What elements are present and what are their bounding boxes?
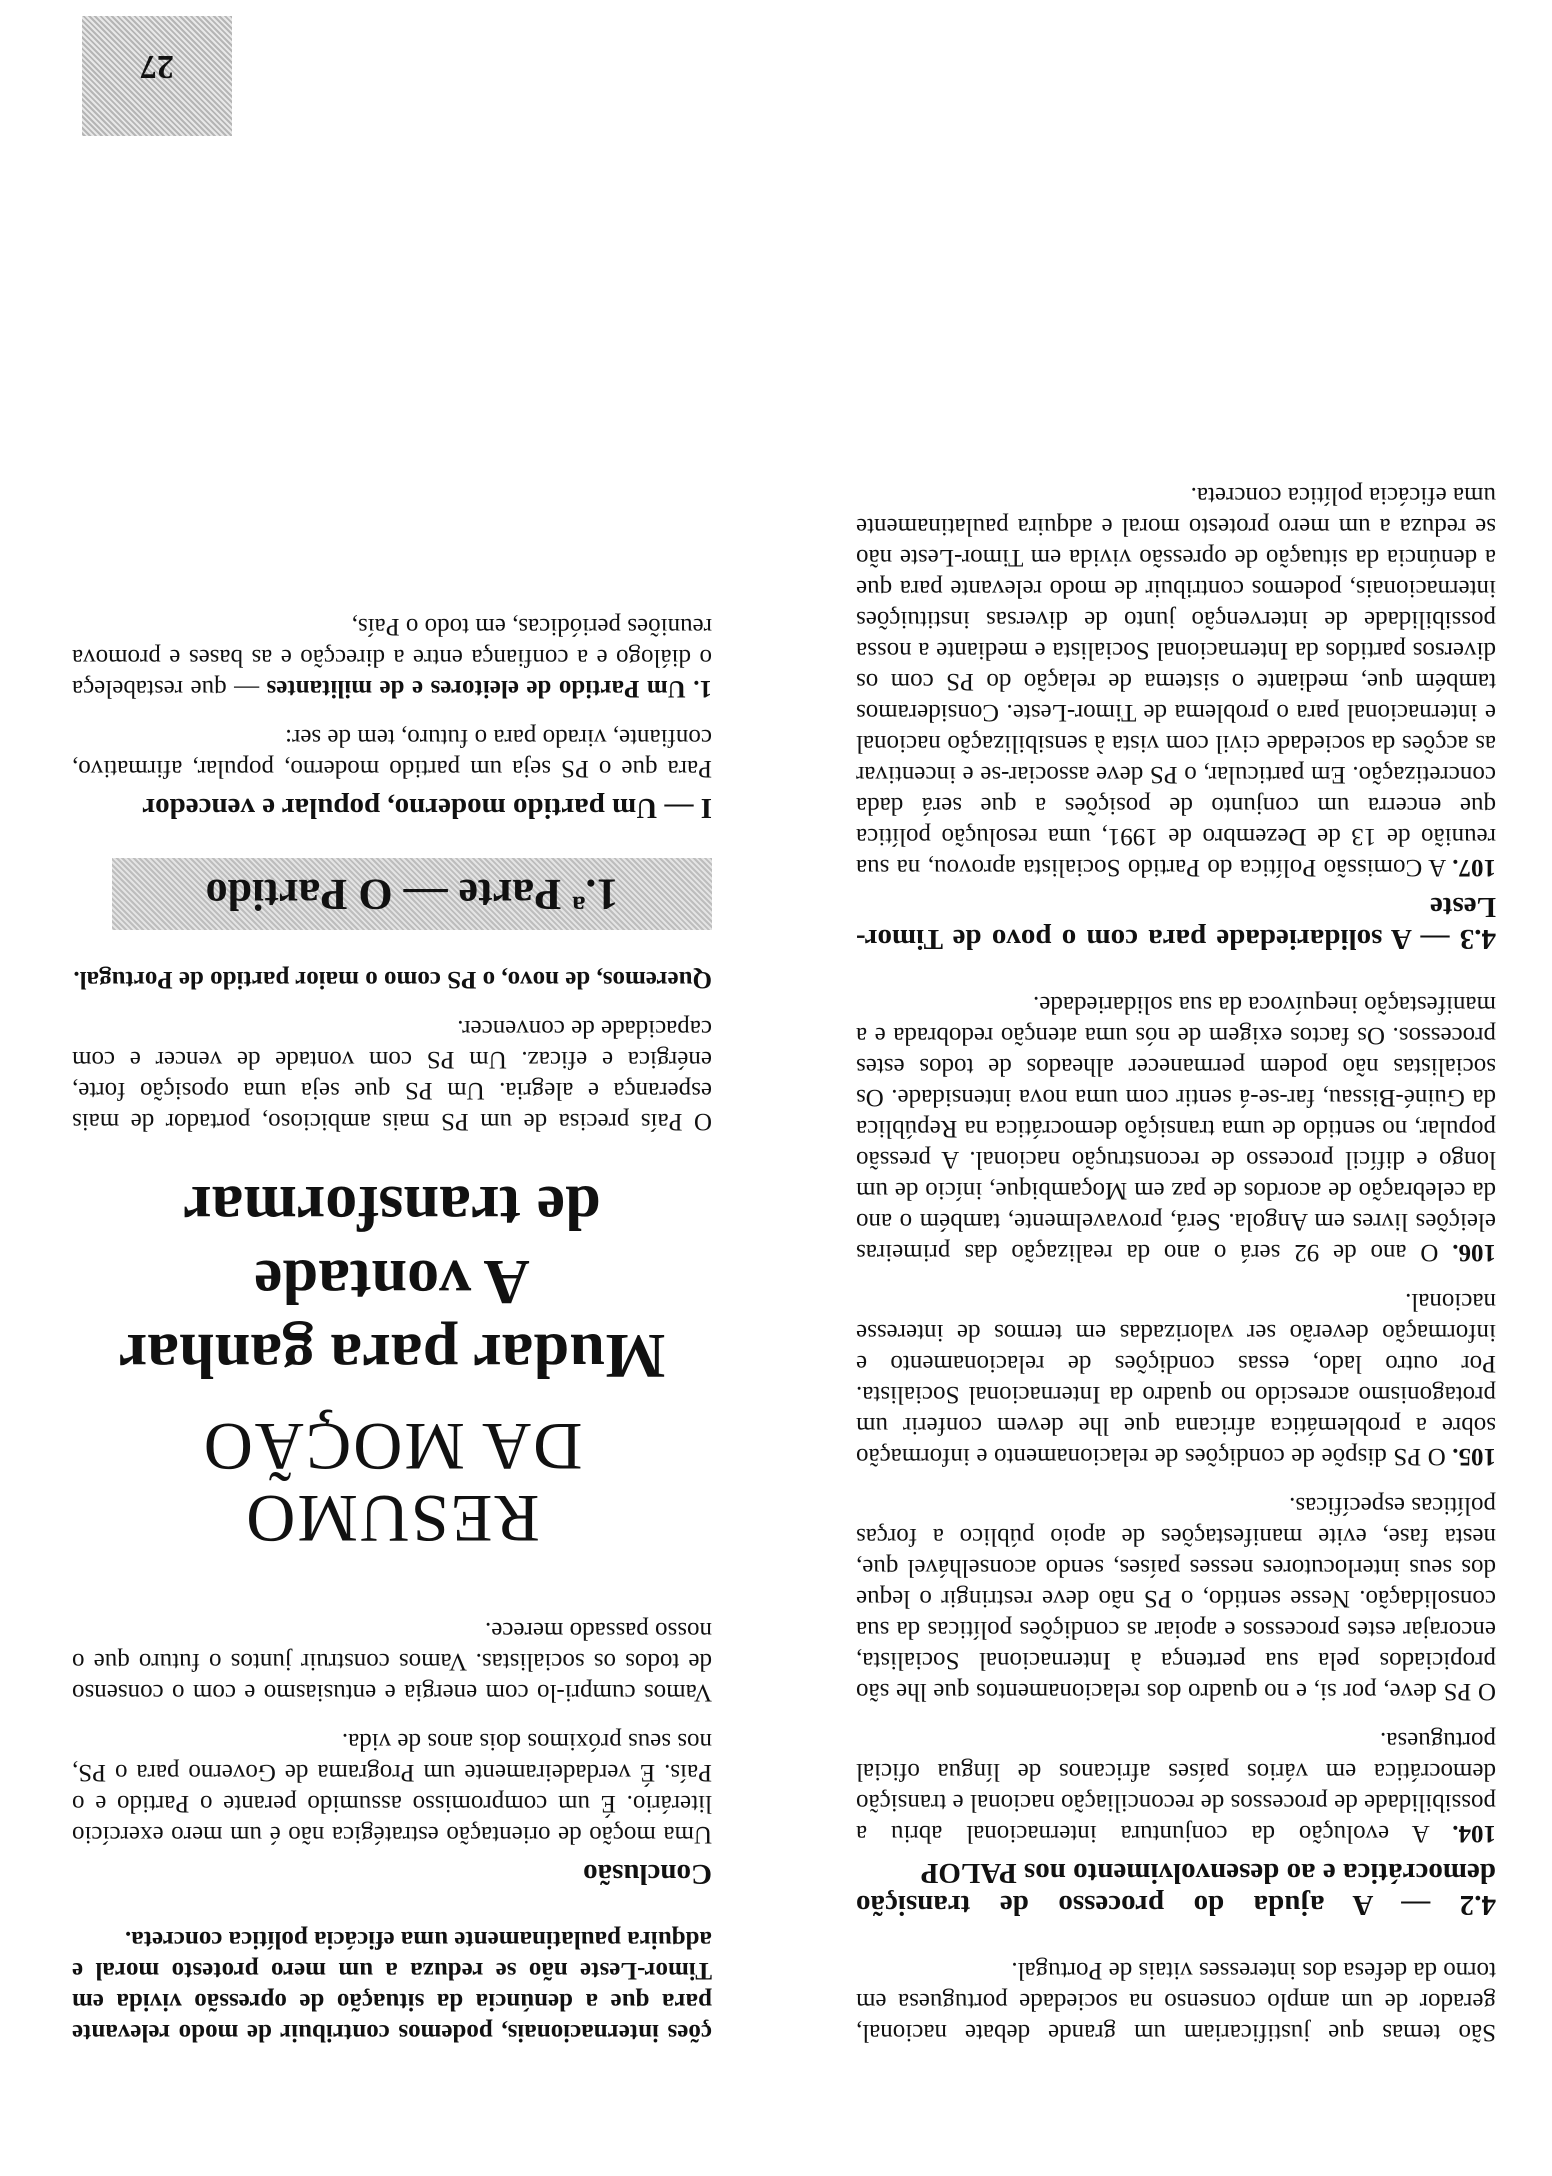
section-i-heading: I — Um partido moderno, popular e vencedor [142, 792, 712, 824]
conclusion-heading: Conclusão [583, 1858, 712, 1890]
summary-paragraph: O País precisa de um PS mais ambicioso, portador de mais esperança e alegria. Um PS que seja uma oposição forte, enérgica e eficaz. Um PS com vontade de vencer e com capacidade de convencer. [72, 1015, 712, 1135]
paragraph-107-number: 107. [1452, 854, 1496, 881]
section-i-paragraph: Para que o PS seja um partido moderno, popular, afirmativo, confiante, virado para o futuro, tem de ser: [72, 724, 712, 782]
section-i-item-1-text: — que restabeleça o diálogo e a confiança entre a direcção e as bases e promova reuniões periódicas, em todo o País, [72, 613, 712, 702]
section-i-item-1 [72, 611, 712, 704]
section-4-3-heading: 4.3 — A solidariedade para com o povo de Timor-Leste [856, 891, 1496, 955]
intro-paragraph: São temas que justificariam um grande debate nacional, gerador de um amplo consenso na sociedade portuguesa em torno da defesa dos interesses vitais de Portugal. [856, 1957, 1496, 2046]
paragraph-104-text: A evolução da conjuntura internacional abriu a possibilidade de processos de reconciliação nacional e transição democrática em vários países africanos de língua oficial portuguesa. [856, 1727, 1496, 1847]
right-column [72, 611, 712, 2048]
paragraph-107-continued: ções internacionais, podemos contribuir de modo relevante para que a denúncia da situação de opressão vivida em Timor-Leste não se reduza a um mero protesto moral e adquira paulatinamente uma eficácia política concreta. [72, 1926, 712, 2046]
page-number: 27 [82, 16, 232, 136]
summary-title-line-1: RESUMO [244, 1481, 540, 1557]
paragraph-107 [856, 480, 1496, 883]
paragraph-104-number: 104. [1452, 1820, 1496, 1847]
motion-title-line-3: de transformar [183, 1173, 601, 1244]
paragraph-105 [856, 1286, 1496, 1472]
paragraph-104-continued: O PS deve, por si, e no quadro dos relacionamentos que lhe são propiciados pela sua pertença à Internacional Socialista, encorajar estes processos e apoiar as condições políticas da sua consolidação. Nesse sentido, o PS não deve restringir o leque dos seus interlocutores nesses países, sendo aconselhável que, nesta fase, evite manifestações de apoio público a forças políticas específicas. [856, 1492, 1496, 1705]
paragraph-106-text: O ano de 92 será o ano da realização das primeiras eleições livres em Angola. Será, provavelmente, também o ano da celebração de acordos de paz em Moçambique, início de um longo e difícil processo de reconstrução nacional. A pressão popular, no sentido de uma transição democrática na República da Guiné-Bissau, far-se-á sentir com uma nova intensidade. Os socialistas não podem permanecer alheados de todos estes processos. Os factos exigem de nós uma atenção redobrada e a manifestação inequívoca da sua solidariedade. [856, 991, 1496, 1266]
motion-title-line-2: A vontade [254, 1247, 530, 1318]
part-one-banner: 1.ª Parte — O Partido [112, 858, 712, 930]
summary-title-line-2: DA MOÇÃO [201, 1409, 583, 1485]
summary-bold-statement: Queremos, de novo, o PS como o maior partido de Portugal. [73, 966, 712, 993]
section-4-2-heading: 4.2 — A ajuda do processo de transição democrática e ao desenvolvimento nos PALOP [856, 1857, 1496, 1921]
paragraph-104 [856, 1725, 1496, 1849]
paragraph-107-text: A Comissão Política do Partido Socialista aprovou, na sua reunião de 13 de Dezembro de 1991, uma resolução política que encerra um conjunto de posições a que será dada concretização. Em particular, o PS deve associar-se e incentivar as acções da sociedade civil com vista à sensibilização nacional e internacional para o problema de Timor-Leste. Consideramos também que, mediante o sistema de relação do PS com os diversos partidos da Internacional Socialista e mediante a nossa possibilidade de intervenção junto de diversas instituições internacionais, podemos contribuir de modo relevante para que a denúncia da situação de opressão vivida em Timor-Leste não se reduza a um mero protesto moral e adquira paulatinamente uma eficácia política concreta. [856, 482, 1496, 881]
left-column [856, 480, 1496, 2048]
conclusion-paragraph-1: Uma moção de orientação estratégica não é um mero exercício literário. É um compromisso assumido perante o Partido e o País. É verdadeiramente um Programa de Governo para o PS, nos seus próximos dois anos de vida. [72, 1728, 712, 1848]
paragraph-105-text: O PS dispõe de condições de relacionamento e informação sobre a problemática africana que lhe devem conferir um protagonismo acrescido no quadro da Internacional Socialista. Por outro lado, essas condições de relacionamento e informação deverão ser valorizadas em termos de interesse nacional. [856, 1288, 1496, 1470]
paragraph-106-number: 106. [1452, 1239, 1496, 1266]
conclusion-paragraph-2: Vamos cumpri-lo com energia e entusiasmo e com o consenso de todos os socialistas. Vamos construir juntos o futuro que o nosso passado merece. [72, 1617, 712, 1706]
paragraph-105-number: 105. [1452, 1443, 1496, 1470]
section-i-item-1-heading: 1. Um Partido de eleitores e de militantes [266, 675, 712, 702]
motion-title-line-1: Mudar para ganhar [118, 1321, 666, 1392]
paragraph-106 [856, 989, 1496, 1268]
